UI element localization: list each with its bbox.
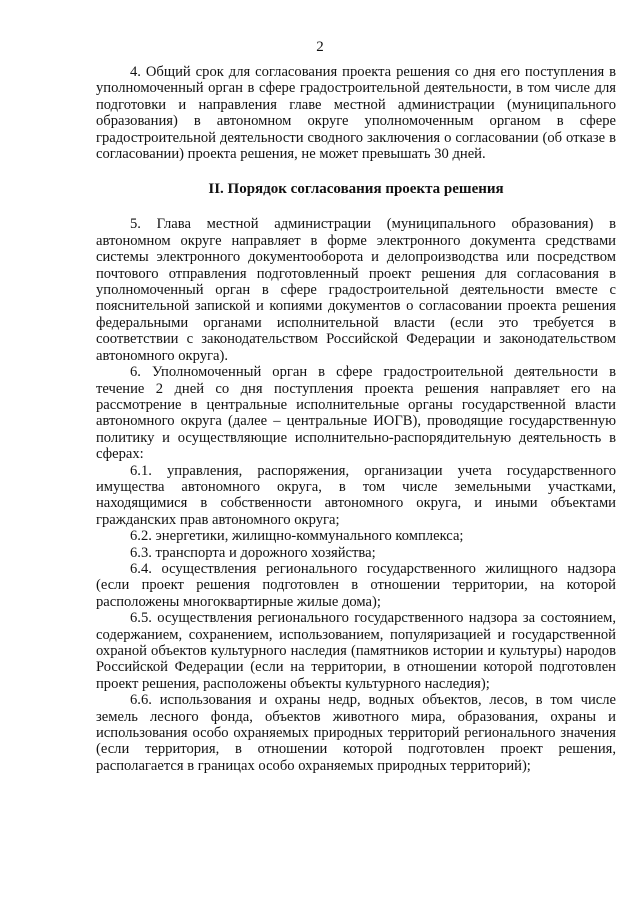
paragraph-6-4: 6.4. осуществления регионального государственного жилищного надзора (если проект решения подготовлен в отношении территории, на которой расположены многоквартирные жилые дома); [96, 560, 616, 610]
document-body [96, 64, 616, 774]
paragraph-5: 5. Глава местной администрации (муниципального образования) в автономном округе направляет в форме электронного документа средствами системы электронного документооборота и делопроизводства или посредством почтового отправления подготовленный проект решения для согласования в уполномоченный орган в сфере градостроительной деятельности вместе с пояснительной запиской и копиями документов о согласовании проекта решения федеральными органами исполнительной власти (если это требуется в соответствии с законодательством Российской Федерации и законодательством автономного округа). [96, 216, 616, 364]
paragraph-6-3: 6.3. транспорта и дорожного хозяйства; [130, 544, 376, 561]
paragraph-4: 4. Общий срок для согласования проекта решения со дня его поступления в уполномоченный орган в сфере градостроительной деятельности, в том числе для подготовки и направления главе местной администрации (муниципального образования) в автономном округе уполномоченным органом в сфере градостроительной деятельности сводного заключения о согласовании (об отказе в согласовании) проекта решения, не может превышать 30 дней. [96, 64, 616, 163]
paragraph-6-2: 6.2. энергетики, жилищно-коммунального комплекса; [130, 528, 464, 545]
paragraph-6-1: 6.1. управления, распоряжения, организации учета государственного имущества автономного округа, в том числе земельными участками, находящимися в собственности автономного округа, и иными объектами гражданских прав автономного округа; [96, 462, 616, 528]
paragraph-6: 6. Уполномоченный орган в сфере градостроительной деятельности в течение 2 дней со дня поступления проекта решения направляет его на рассмотрение в центральные исполнительные органы государственной власти автономного округа (далее – центральные ИОГВ), проводящие государственную политику и осуществляющие исполнительно-распорядительную деятельность в сферах: [96, 364, 616, 463]
paragraph-6-6: 6.6. использования и охраны недр, водных объектов, лесов, в том числе земель лесного фонда, объектов животного мира, образования, охраны и использования особо охраняемых природных территорий регионального значения (если территория, в отношении которой подготовлен проект решения, располагается в границах особо охраняемых природных территорий); [96, 692, 616, 774]
section-heading: II. Порядок согласования проекта решения [208, 181, 504, 198]
page-number: 2 [316, 39, 324, 55]
paragraph-6-5: 6.5. осуществления регионального государственного надзора за состоянием, содержанием, сохранением, использованием, популяризацией и государственной охраной объектов культурного наследия (памятников истории и культуры) народов Российской Федерации (если на территории, в отношении которой подготовлен проект решения, расположены объекты культурного наследия); [96, 610, 616, 692]
